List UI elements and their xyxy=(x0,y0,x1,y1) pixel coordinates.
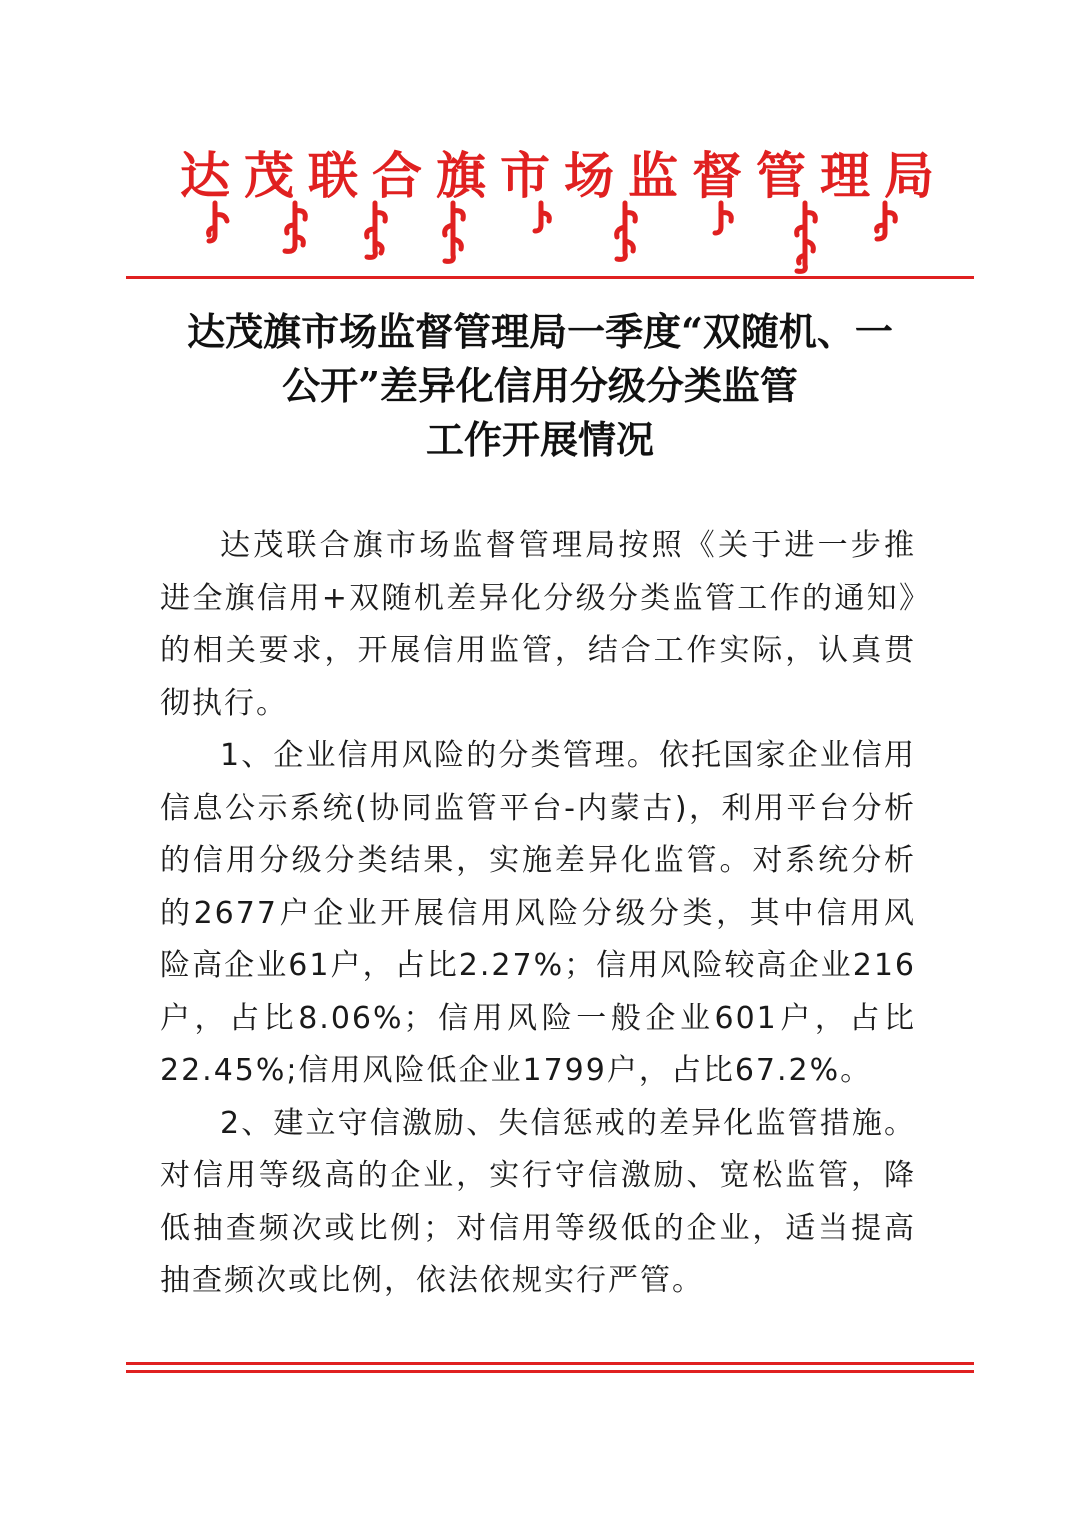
body-paragraph-1: 1、企业信用风险的分类管理。依托国家企业信用信息公示系统(协同监管平台-内蒙古)，利用平台分析的信用分级分类结果，实施差异化监管。对系统分析的2677户企业开展信用风险分级分类，其中信用风险高企业61户，占比2.27%；信用风险较高企业216户，占比8.06%；信用风险一般企业601户，占比22.45%;信用风险低企业1799户，占比67.2%。 xyxy=(160,738,916,1088)
body-paragraph-2: 2、建立守信激励、失信惩戒的差异化监管措施。对信用等级高的企业，实行守信激励、宽松监管，降低抽查频次或比例；对信用等级低的企业，适当提高抽查频次或比例，依法依规实行严管。 xyxy=(160,1105,916,1298)
mongolian-script-masthead xyxy=(185,195,915,275)
title-line-2: 公开”差异化信用分级分类监管 xyxy=(282,363,798,408)
body-paragraph-intro: 达茂联合旗市场监督管理局按照《关于进一步推进全旗信用+双随机差异化分级分类监管工作的通知》的相关要求，开展信用监管，结合工作实际，认真贯彻执行。 xyxy=(160,528,916,721)
mongol-word-1 xyxy=(209,203,227,241)
mongol-word-9 xyxy=(877,203,896,239)
mongol-word-8 xyxy=(797,203,816,271)
mongol-word-5 xyxy=(535,203,549,231)
document-title xyxy=(130,305,950,467)
footer-divider-line-top xyxy=(126,1362,974,1365)
header-divider-line xyxy=(126,276,974,279)
mongol-word-3 xyxy=(367,203,386,257)
mongol-word-6 xyxy=(617,203,636,259)
mongolian-script-graphic xyxy=(185,195,915,275)
mongol-word-7 xyxy=(715,203,731,233)
title-line-3: 工作开展情况 xyxy=(425,417,654,462)
agency-masthead: 达茂联合旗市场监督管理局 xyxy=(180,146,948,205)
title-line-1: 达茂旗市场监督管理局一季度“双随机、一 xyxy=(187,309,893,354)
mongol-word-4 xyxy=(445,203,464,261)
footer-divider-line-bottom xyxy=(126,1370,974,1373)
mongol-word-2 xyxy=(285,203,305,251)
document-body xyxy=(160,520,916,1308)
